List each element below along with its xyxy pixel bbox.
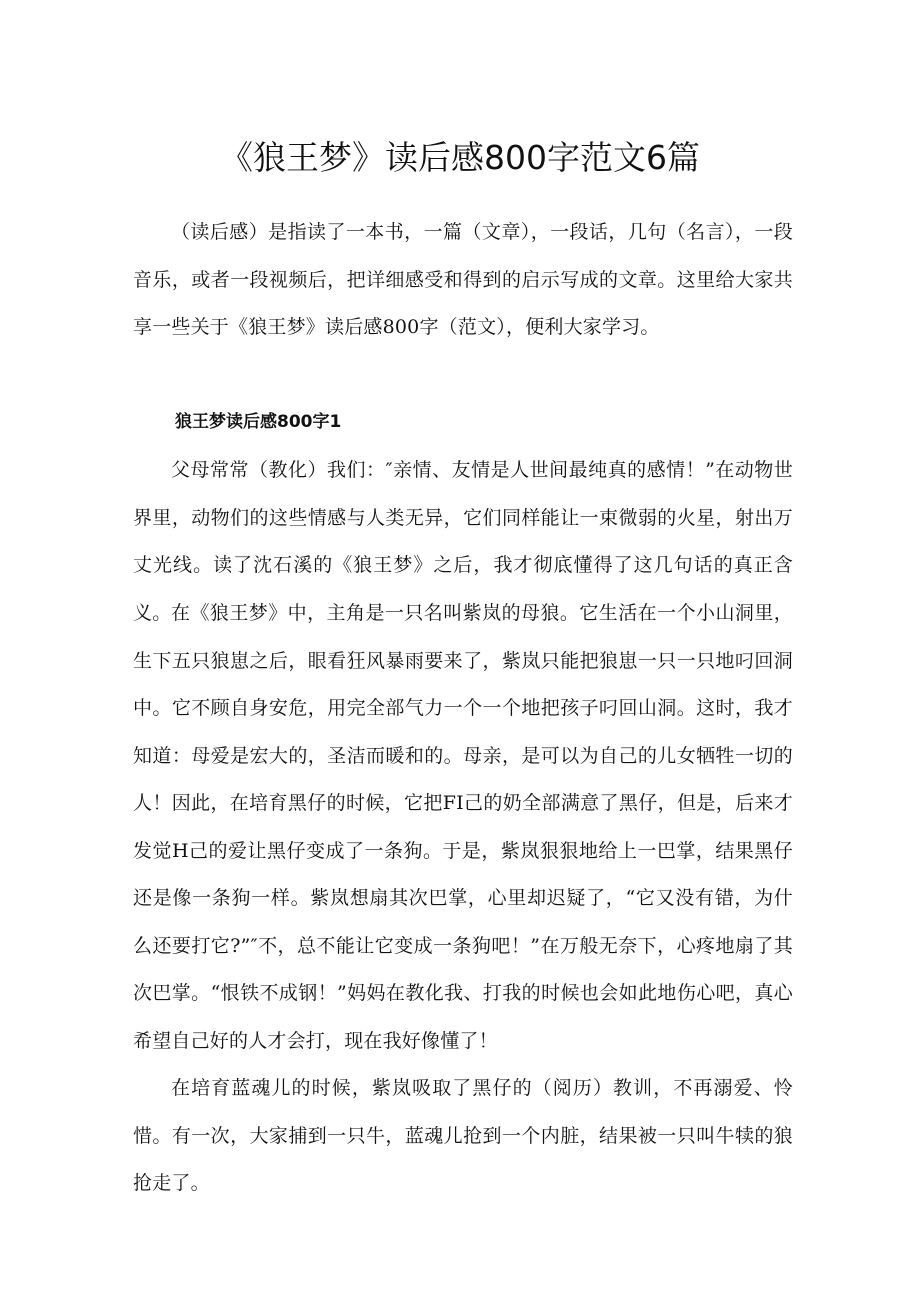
section-heading: 狼王梦读后感800字1: [175, 412, 342, 432]
body-paragraph-2: 在《狼王梦》中，主角是一只名叫紫岚的母狼。它生活在一个小山洞里，生下五只狼崽之后，眼看狂风暴雨要来了，紫岚只能把狼崽一只一只地叼回洞中。它不顾自身安危，用完全部气力一个一个地把孩子叼回山洞。这时，我才知道：母爱是宏大的，圣洁而暖和的。母亲，是可以为自己的儿女牺牲一切的人！因此，在培育黑仔的时候，它把FI己的奶全部满意了黑仔，但是，后来才发觉H己的爱让黑仔变成了一条狗。于是，紫岚狠狠地给上一巴掌，结果黑仔还是像一条狗一样。紫岚想扇其次巴掌，心里却迟疑了，“它又没有错，为什么还要打它?”″不，总不能让它变成一条狗吧！”在万般无奈下，心疼地扇了其次巴掌。“恨铁不成钢！”妈妈在教化我、打我的时候也会如此地伤心吧，真心希望自己好的人才会打，现在我好像懂了！: [133, 602, 793, 1052]
body-paragraph-1: 父母常常（教化）我们：″亲情、友情是人世间最纯真的感情！”在动物世界里，动物们的这些情感与人类无异，它们同样能让一束微弱的火星，射出万丈光线。读了沈石溪的《狼王梦》之后，我才彻底懂得了这几句话的真正含义。: [133, 459, 793, 624]
document-title: 《狼王梦》读后感800字范文6篇: [220, 138, 700, 177]
intro-paragraph: （读后感）是指读了一本书，一篇（文章），一段话，几句（名言），一段音乐，或者一段视频后，把详细感受和得到的启示写成的文章。这里给大家共享一些关于《狼王梦》读后感800字（范文），便利大家学习。: [133, 221, 793, 338]
body-paragraph-3: 在培育蓝魂儿的时候，紫岚吸取了黑仔的（阅历）教训，不再溺爱、怜惜。有一次，大家捕到一只牛，蓝魂儿抢到一个内脏，结果被一只叫牛犊的狼抢走了。: [133, 1077, 793, 1194]
